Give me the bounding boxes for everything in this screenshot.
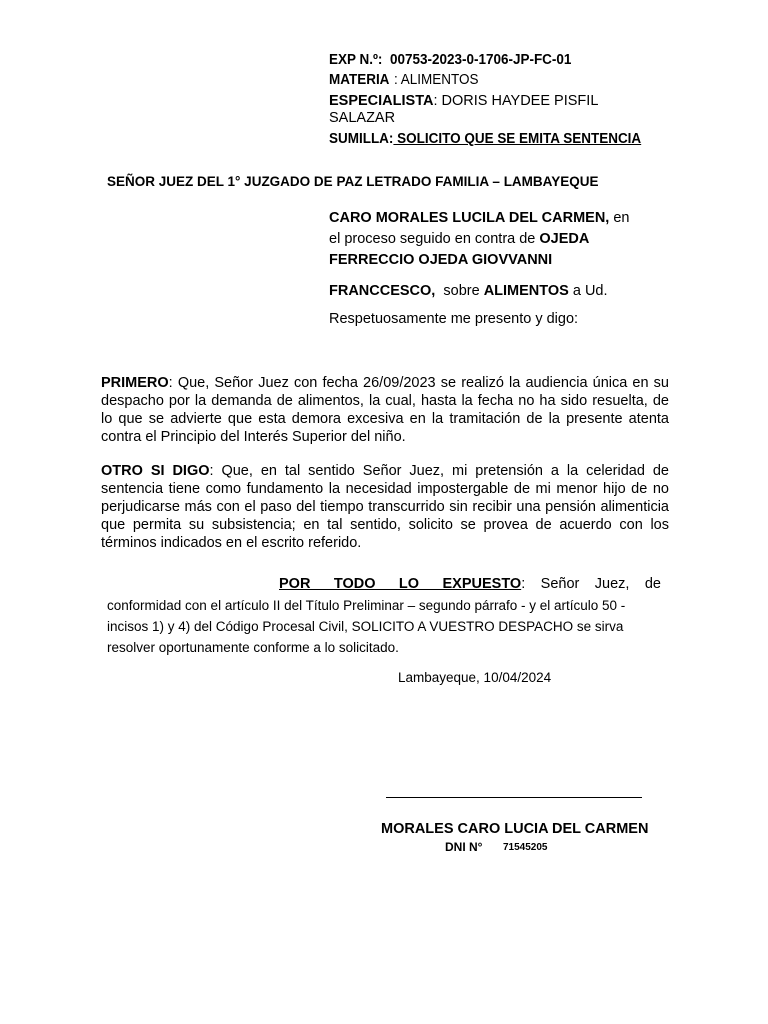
party-line-3 bbox=[329, 252, 552, 268]
greeting: Respetuosamente me presento y digo: bbox=[329, 311, 579, 327]
expuesto-line-3: incisos 1) y 4) del Código Procesal Civil, SOLICITO A VUESTRO DESPACHO se sirva bbox=[107, 619, 624, 634]
especialista-label: ESPECIALISTA bbox=[329, 93, 434, 109]
signatory-name: MORALES CARO LUCIA DEL CARMEN bbox=[381, 821, 649, 837]
expediente-label: EXP N.º: bbox=[329, 52, 383, 68]
expuesto-label: POR TODO LO EXPUESTO bbox=[279, 576, 522, 592]
party-line-4 bbox=[329, 283, 608, 299]
defendant-name-1: OJEDA bbox=[539, 231, 590, 247]
especialista-line-2 bbox=[329, 110, 395, 127]
expuesto-line-2: conformidad con el artículo II del Título Preliminar – segundo párrafo - y el artículo 50 - bbox=[107, 598, 626, 613]
dni-label: DNI N° bbox=[445, 840, 483, 854]
materia-label: MATERIA bbox=[329, 72, 390, 88]
sumilla-label bbox=[329, 131, 641, 148]
otrosi-text: : Que, en tal sentido Señor Juez, mi pretensión a la celeridad de sentencia tiene como fundamento la necesidad impostergable de mi menor hijo de no perjudicarse más con el paso del tiempo transcurrido sin recibir una pensión alimenticia que permita su subsistencia; en tal sentido, solicito se provea de acuerdo con los términos indicados en el escrito referido. bbox=[101, 463, 669, 551]
primero-label: PRIMERO bbox=[101, 375, 169, 391]
materia-value: : ALIMENTOS bbox=[393, 72, 479, 88]
expuesto-rest: : Señor Juez, de bbox=[521, 576, 661, 592]
defendant-name-3: FRANCCESCO, bbox=[329, 283, 436, 299]
sobre-text: sobre bbox=[435, 283, 484, 299]
expediente-number: 00753-2023-0-1706-JP-FC-01 bbox=[390, 52, 572, 68]
party-line-1 bbox=[329, 210, 630, 226]
dni-number: 71545205 bbox=[503, 842, 548, 853]
place-date: Lambayeque, 10/04/2024 bbox=[398, 670, 552, 685]
especialista-value-2: SALAZAR bbox=[329, 110, 396, 126]
sumilla-value: SOLICITO QUE SE EMITA SENTENCIA bbox=[393, 131, 642, 147]
sumilla-label-text: SUMILLA: bbox=[329, 131, 394, 147]
a-ud-text: a Ud. bbox=[568, 283, 608, 299]
expediente-line bbox=[329, 52, 586, 69]
party-line-2 bbox=[329, 231, 589, 247]
primero-paragraph bbox=[101, 374, 669, 446]
expuesto-line-4: resolver oportunamente conforme a lo solicitado. bbox=[107, 640, 399, 655]
sumilla-line bbox=[329, 131, 665, 148]
addressee-heading: SEÑOR JUEZ DEL 1° JUZGADO DE PAZ LETRADO FAMILIA – LAMBAYEQUE bbox=[107, 174, 599, 189]
materia-line bbox=[329, 72, 485, 89]
especialista-line bbox=[329, 93, 598, 110]
expuesto-line-1 bbox=[279, 576, 661, 592]
alimentos-text: ALIMENTOS bbox=[483, 283, 569, 299]
party-process-text: el proceso seguido en contra de bbox=[329, 231, 540, 247]
especialista-value: : DORIS HAYDEE PISFIL bbox=[433, 93, 599, 109]
signature-line bbox=[386, 797, 642, 798]
otrosi-paragraph bbox=[101, 462, 669, 552]
defendant-name-2: FERRECCIO OJEDA GIOVVANNI bbox=[329, 252, 553, 268]
primero-text: : Que, Señor Juez con fecha 26/09/2023 se realizó la audiencia única en su despacho por la demanda de alimentos, la cual, hasta la fecha no ha sido resuelta, de lo que se advierte que esta demora excesiva en la tramitación de la presente atenta contra el Principio del Interés Superior del niño. bbox=[101, 375, 669, 445]
otrosi-label: OTRO SI DIGO bbox=[101, 463, 210, 479]
party-en: en bbox=[609, 210, 630, 226]
party-name: CARO MORALES LUCILA DEL CARMEN, bbox=[329, 210, 610, 226]
